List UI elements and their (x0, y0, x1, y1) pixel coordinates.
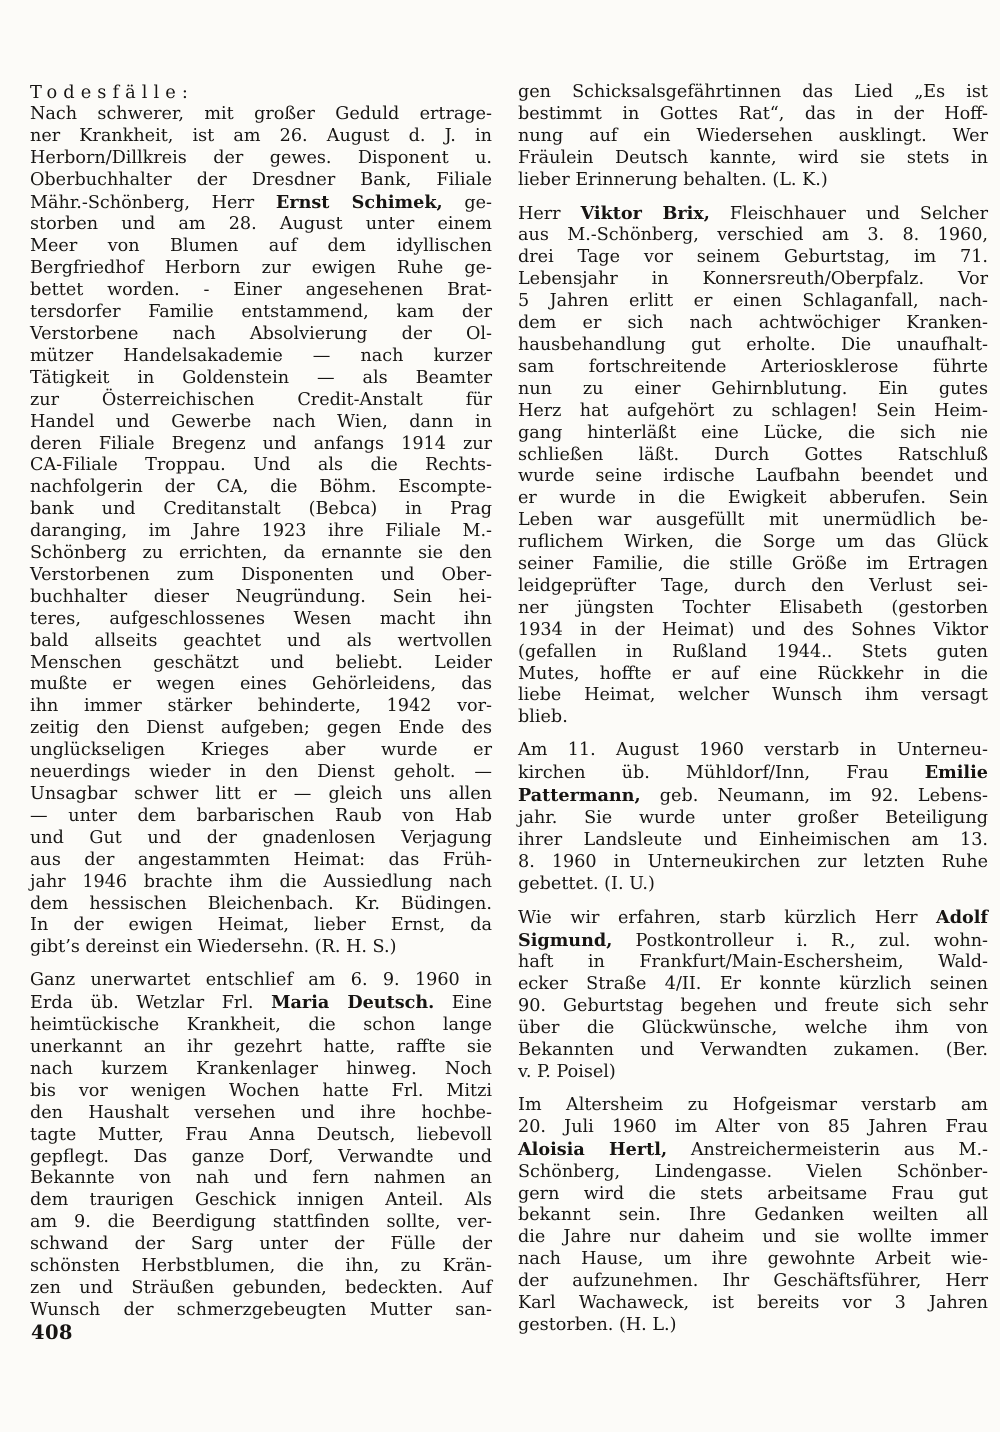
text-line: blieb. (518, 707, 568, 728)
text-line: 90. Geburtstag begehen und freute sich sehr (518, 996, 988, 1017)
text-line: Am 11. August 1960 verstarb in Unterneu- (518, 740, 988, 761)
text-line: drei Tage vor seinem Geburtstag, im 71. (518, 247, 988, 268)
text-line: tagte Mutter, Frau Anna Deutsch, liebevoll (30, 1124, 492, 1145)
text-line: Verstorbene nach Absolvierung der Ol- (30, 323, 492, 344)
text-line: Herz hat aufgehört zu schlagen! Sein Heim- (518, 400, 988, 421)
text-line: nachfolgerin der CA, die Böhm. Escompte- (30, 477, 492, 498)
text-line: deren Filiale Bregenz und anfangs 1914 zur (30, 433, 492, 454)
text-line: mützer Handelsakademie — nach kurzer (30, 345, 492, 366)
text-line: dem traurigen Geschick innigen Anteil. Als (30, 1190, 492, 1211)
text-line: Nach schwerer, mit großer Geduld ertrage- (30, 103, 492, 124)
text-line: hausbehandlung gut erholte. Die unaufhalt- (518, 334, 988, 355)
text-line: gen Schicksalsgefährtinnen das Lied „Es ist (518, 82, 988, 102)
text-line: liebe Heimat, welcher Wunsch ihm versagt (518, 685, 988, 706)
text-line: 5 Jahren erlitt er einen Schlaganfall, nach- (518, 291, 988, 312)
text-line: Unsagbar schwer litt er — gleich uns allen (30, 784, 492, 804)
text-line: nach kurzem Krankenlager hinweg. Noch (30, 1058, 492, 1079)
obituary-paragraph (518, 1095, 988, 1337)
text-line: 1934 in der Heimat) und des Sohnes Viktor (518, 619, 988, 640)
text-line: Mähr.-Schönberg, Herr Ernst Schimek, ge- (30, 191, 492, 213)
text-line: Lebensjahr in Konnersreuth/Oberpfalz. Vor (518, 269, 988, 290)
text-line: nach Hause, um ihre gewohnte Arbeit wie- (518, 1249, 988, 1270)
text-line: daranging, im Jahre 1923 ihre Filiale M.- (30, 521, 492, 542)
text-line: — unter dem barbarischen Raub von Hab (30, 805, 492, 826)
text-line: CA-Filiale Troppau. Und als die Rechts- (30, 455, 492, 476)
text-line: schließen läßt. Durch Gottes Ratschluß (518, 444, 988, 465)
text-line: und Gut und der gnadenlosen Verjagung (30, 827, 492, 848)
text-line: Aloisia Hertl, Anstreichermeisterin aus M.- (518, 1138, 989, 1160)
text-line: nung auf ein Wiedersehen ausklingt. Wer (518, 125, 988, 146)
text-line: heimtückische Krankheit, die schon lange (30, 1015, 492, 1036)
text-line: Fräulein Deutsch kannte, wird sie stets in (518, 147, 988, 168)
person-name-bold: Adolf (936, 906, 988, 928)
text-line: dem er sich nach achtwöchiger Kranken- (518, 313, 988, 334)
text-line: bank und Creditanstalt (Bebca) in Prag (30, 499, 492, 520)
text-line: gestorben. (H. L.) (518, 1314, 677, 1335)
text-line: am 9. die Beerdigung stattfinden sollte, ver- (30, 1212, 492, 1233)
text-line: sam fortschreitende Arteriosklerose führte (518, 356, 988, 377)
text-line: Im Altersheim zu Hofgeismar verstarb am (518, 1094, 988, 1115)
text-line: gern wird die stets arbeitsame Frau gut (518, 1183, 988, 1204)
text-line: Oberbuchhalter der Dresdner Bank, Filiale (30, 169, 492, 190)
section-heading: Todesfälle: (30, 82, 194, 103)
text-line: aus M.-Schönberg, verschied am 3. 8. 1960, (518, 225, 988, 246)
text-line: ner Krankheit, ist am 26. August d. J. in (30, 125, 492, 146)
text-line: Bergfriedhof Herborn zur ewigen Ruhe ge- (30, 258, 492, 279)
text-line: Verstorbenen zum Disponenten und Ober- (30, 564, 492, 585)
text-line: Herr Viktor Brix, Fleischhauer und Selcher (518, 202, 988, 224)
text-line: jahr 1946 brachte ihm die Aussiedlung nach (30, 871, 492, 892)
text-line: Erda üb. Wetzlar Frl. Maria Deutsch. Eine (30, 992, 493, 1014)
text-line: ruflichem Wirken, die Sorge um das Glück (518, 532, 988, 553)
text-line: mußte er wegen eines Gehörleidens, das (30, 674, 492, 695)
text-line: Meer von Blumen auf dem idyllischen (30, 236, 492, 257)
text-line: gebettet. (I. U.) (518, 873, 655, 894)
column-left (30, 82, 492, 1337)
text-line: jahr. Sie wurde unter großer Beteiligung (518, 808, 988, 828)
text-line: nun zu einer Gehirnblutung. Ein gutes (518, 378, 988, 399)
text-line: (gefallen in Rußland 1944.. Stets guten (518, 641, 988, 662)
text-line: leidgeprüfter Tage, durch den Verlust sei- (518, 575, 988, 596)
text-line: Menschen geschätzt und beliebt. Leider (30, 652, 492, 673)
text-line: Herborn/Dillkreis der gewes. Disponent u. (30, 147, 492, 168)
text-line: zen und Sträußen gebunden, bedeckten. Auf (30, 1277, 492, 1298)
text-line: zur Österreichischen Credit-Anstalt für (30, 389, 492, 410)
person-name-bold: Ernst Schimek, (275, 191, 443, 213)
obituary-paragraph (30, 104, 492, 959)
text-line: Karl Wachaweck, ist bereits vor 3 Jahren (518, 1293, 988, 1314)
column-right (518, 82, 988, 1337)
column-left-paragraphs (30, 104, 492, 1322)
text-line: Tätigkeit in Goldenstein — als Beamter (30, 367, 492, 388)
text-line: lieber Erinnerung behalten. (L. K.) (518, 169, 828, 190)
text-line: buchhalter dieser Neugründung. Sein hei- (30, 586, 492, 607)
text-line: gibt’s dereinst ein Wiedersehn. (R. H. S.) (30, 937, 397, 958)
text-line: Schönberg zu errichten, da ernannte sie den (30, 543, 492, 564)
text-line: neuerdings wieder in den Dienst geholt. — (30, 762, 492, 783)
text-line: Leben war ausgefüllt mit unermüdlich be- (518, 510, 988, 531)
obituary-paragraph (518, 740, 988, 895)
text-line: unglückseligen Krieges aber wurde er (30, 740, 492, 761)
text-line: dem hessischen Bleichenbach. Kr. Büdingen. (30, 893, 492, 914)
text-line: bettet worden. - Einer angesehenen Brat- (30, 280, 492, 301)
person-name-bold: Pattermann, (518, 785, 641, 807)
text-line: die Jahre nur daheim und sie wollte immer (518, 1227, 988, 1248)
text-line: Sigmund, Postkontrolleur i. R., zul. wohn- (518, 929, 988, 951)
person-name-bold: Aloisia Hertl, (518, 1138, 668, 1160)
page-number: 408 (31, 1321, 73, 1344)
text-line: über die Glückwünsche, welche ihm von (518, 1018, 988, 1039)
obituary-paragraph (30, 970, 492, 1322)
obituary-paragraph (518, 907, 988, 1084)
person-name-bold: Maria Deutsch. (271, 992, 435, 1014)
text-line: ihrer Landsleute und Einheimischen am 13. (518, 829, 988, 850)
text-line: ecker Straße 4/II. Er konnte kürzlich seinen (518, 974, 988, 995)
text-line: gang hinterläßt eine Lücke, die sich nie (518, 422, 988, 443)
text-line: zeitig den Dienst aufgeben; gegen Ende des (30, 718, 492, 739)
text-line: 8. 1960 in Unterneukirchen zur letzten Ruhe (518, 851, 988, 872)
text-line: v. P. Poisel) (518, 1061, 616, 1082)
text-line: haft in Frankfurt/Main-Eschersheim, Wald- (518, 952, 988, 973)
text-line: teres, aufgeschlossenes Wesen macht ihn (30, 608, 492, 629)
text-line: tersdorfer Familie entstammend, kam der (30, 302, 492, 323)
text-line: unerkannt an ihr gezehrt hatte, raffte sie (30, 1036, 492, 1057)
person-name-bold: Emilie (924, 762, 988, 784)
text-line: storben und am 28. August unter einem (30, 214, 492, 235)
text-line: Bekannte von nah und fern nahmen an (30, 1168, 492, 1189)
text-line: Wunsch der schmerzgebeugten Mutter san- (30, 1299, 492, 1320)
text-line: schwand der Sarg unter der Fülle der (30, 1234, 492, 1255)
column-right-paragraphs (518, 82, 988, 1337)
text-line: bis vor wenigen Wochen hatte Frl. Mitzi (30, 1080, 492, 1101)
text-line: aus der angestammten Heimat: das Früh- (30, 849, 492, 870)
text-line: er wurde in die Ewigkeit abberufen. Sein (518, 488, 988, 509)
text-line: der aufzunehmen. Ihr Geschäftsführer, Herr (518, 1271, 988, 1292)
text-line: bestimmt in Gottes Rat“, das in der Hoff- (518, 103, 988, 124)
person-name-bold: Viktor Brix, (580, 202, 710, 224)
text-line: den Haushalt versehen und ihre hochbe- (30, 1102, 492, 1123)
obituary-paragraph (518, 203, 988, 730)
text-line: Pattermann, geb. Neumann, im 92. Lebens- (518, 785, 988, 807)
text-line: Schönberg, Lindengasse. Vielen Schönber- (518, 1161, 988, 1182)
text-line: ihn immer stärker behinderte, 1942 vor- (30, 696, 492, 717)
text-line: seiner Familie, die stille Größe im Ertragen (518, 554, 988, 575)
text-line: ner jüngsten Tochter Elisabeth (gestorben (518, 597, 988, 618)
text-line: gepflegt. Das ganze Dorf, Verwandte und (30, 1146, 492, 1167)
person-name-bold: Sigmund, (518, 929, 613, 951)
text-line: Wie wir erfahren, starb kürzlich Herr Adolf (518, 906, 988, 928)
text-line: Ganz unerwartet entschlief am 6. 9. 1960 in (30, 970, 492, 991)
text-line: wurde seine irdische Laufbahn beendet und (518, 466, 988, 487)
text-line: Handel und Gewerbe nach Wien, dann in (30, 411, 492, 432)
text-columns (30, 82, 988, 1337)
text-line: Mutes, hoffte er auf eine Rückkehr in die (518, 663, 988, 684)
text-line: In der ewigen Heimat, lieber Ernst, da (30, 915, 492, 936)
text-line: bald allseits geachtet und als wertvollen (30, 630, 492, 651)
obituary-paragraph (518, 82, 988, 192)
text-line: schönsten Herbstblumen, die ihn, zu Krän- (30, 1256, 492, 1277)
text-line: kirchen üb. Mühldorf/Inn, Frau Emilie (518, 762, 988, 784)
text-line: bekannt sein. Ihre Gedanken weilten all (518, 1205, 988, 1226)
text-line: 20. Juli 1960 im Alter von 85 Jahren Frau (518, 1116, 988, 1137)
text-line: Bekannten und Verwandten zukamen. (Ber. (518, 1040, 988, 1061)
